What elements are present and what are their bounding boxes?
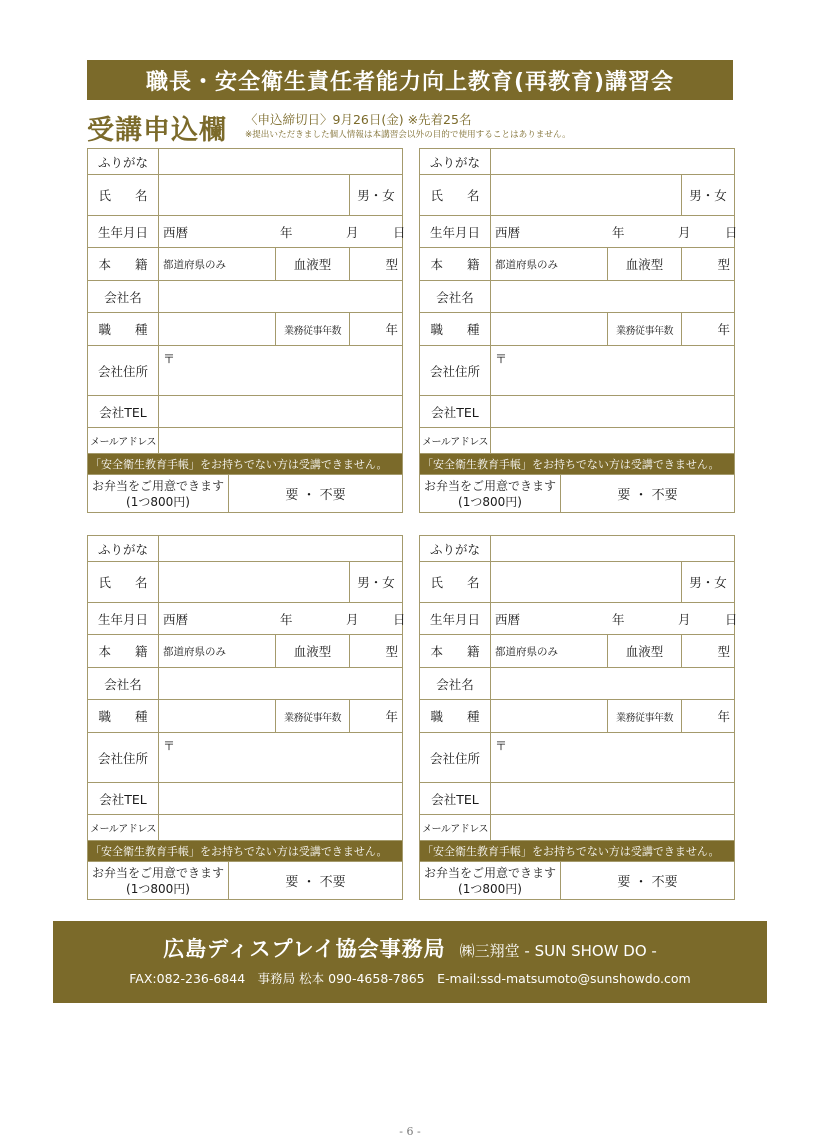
bento-label-line2: (1つ800円) <box>458 881 522 896</box>
birthdate-field[interactable] <box>491 216 738 248</box>
email-field[interactable] <box>159 815 403 841</box>
job-type-field[interactable] <box>491 313 608 346</box>
org-name: 広島ディスプレイ協会事務局 <box>163 937 446 961</box>
company-address-field[interactable] <box>491 346 735 396</box>
furigana-field[interactable] <box>159 536 403 562</box>
name-label: 氏 名 <box>88 562 159 603</box>
furigana-field[interactable] <box>491 536 735 562</box>
years-experience-field[interactable]: 年 <box>350 700 403 733</box>
application-form-2 <box>419 148 738 513</box>
month-label: 月 <box>346 611 359 627</box>
gender-choice[interactable]: 男・女 <box>682 562 735 603</box>
name-field[interactable] <box>491 175 682 216</box>
years-experience-label: 業務従事年数 <box>276 313 350 346</box>
org-sub: ㈱三翔堂 - SUN SHOW DO - <box>459 942 657 960</box>
warning-banner: 「安全衛生教育手帳」をお持ちでない方は受講できません。 <box>420 454 735 475</box>
furigana-label: ふりがな <box>420 149 491 175</box>
bento-label <box>420 862 561 900</box>
job-type-label: 職 種 <box>88 313 159 346</box>
company-tel-field[interactable] <box>159 783 403 815</box>
domicile-label: 本 籍 <box>420 248 491 281</box>
birthdate-label: 生年月日 <box>88 216 159 248</box>
company-name-label: 会社名 <box>420 668 491 700</box>
email-label: メールアドレス <box>88 428 159 454</box>
day-label: 日 <box>393 611 406 627</box>
furigana-field[interactable] <box>491 149 735 175</box>
bento-choice[interactable]: 要 ・ 不要 <box>561 862 735 900</box>
bento-label-line2: (1つ800円) <box>458 494 522 509</box>
name-label: 氏 名 <box>88 175 159 216</box>
domicile-label: 本 籍 <box>420 635 491 668</box>
domicile-label: 本 籍 <box>88 248 159 281</box>
job-type-field[interactable] <box>491 700 608 733</box>
birthdate-label: 生年月日 <box>420 603 491 635</box>
years-experience-label: 業務従事年数 <box>276 700 350 733</box>
bento-label <box>88 475 229 513</box>
bento-label <box>420 475 561 513</box>
company-tel-label: 会社TEL <box>88 783 159 815</box>
years-experience-field[interactable]: 年 <box>682 313 735 346</box>
postal-mark: 〒 <box>163 739 176 753</box>
contact-info: FAX:082-236-6844 事務局 松本 090-4658-7865 E-mail:ssd-matsumoto@sunshowdo.com <box>129 971 691 986</box>
company-tel-field[interactable] <box>491 396 735 428</box>
name-field[interactable] <box>159 175 350 216</box>
furigana-label: ふりがな <box>88 536 159 562</box>
email-label: メールアドレス <box>420 815 491 841</box>
job-type-field[interactable] <box>159 313 276 346</box>
domicile-field[interactable]: 都道府県のみ <box>491 635 608 668</box>
bento-choice[interactable]: 要 ・ 不要 <box>561 475 735 513</box>
domicile-field[interactable]: 都道府県のみ <box>159 248 276 281</box>
blood-type-label: 血液型 <box>276 635 350 668</box>
job-type-label: 職 種 <box>420 700 491 733</box>
years-experience-field[interactable]: 年 <box>682 700 735 733</box>
warning-banner: 「安全衛生教育手帳」をお持ちでない方は受講できません。 <box>88 841 403 862</box>
domicile-label: 本 籍 <box>88 635 159 668</box>
era-label: 西暦 <box>163 224 189 240</box>
section-title: 受講申込欄 <box>87 115 227 146</box>
blood-type-field[interactable]: 型 <box>682 635 735 668</box>
name-label: 氏 名 <box>420 562 491 603</box>
postal-mark: 〒 <box>495 352 508 366</box>
name-field[interactable] <box>491 562 682 603</box>
company-tel-field[interactable] <box>159 396 403 428</box>
year-label: 年 <box>612 224 625 240</box>
deadline-text: 〈申込締切日〉9月26日(金) ※先着25名 <box>245 112 472 127</box>
era-label: 西暦 <box>495 224 521 240</box>
bento-label-line2: (1つ800円) <box>126 881 190 896</box>
month-label: 月 <box>678 224 691 240</box>
birthdate-field[interactable] <box>159 603 406 635</box>
page-number: - 6 - <box>399 1125 421 1138</box>
blood-type-label: 血液型 <box>276 248 350 281</box>
bento-label-line1: お弁当をご用意できます <box>424 478 557 493</box>
bento-label-line1: お弁当をご用意できます <box>92 478 225 493</box>
birthdate-label: 生年月日 <box>88 603 159 635</box>
company-name-label: 会社名 <box>88 281 159 313</box>
company-address-field[interactable] <box>491 733 735 783</box>
day-label: 日 <box>725 611 738 627</box>
page-title: 職長・安全衛生責任者能力向上教育(再教育)講習会 <box>87 60 733 100</box>
email-field[interactable] <box>491 428 735 454</box>
company-tel-field[interactable] <box>491 783 735 815</box>
year-label: 年 <box>612 611 625 627</box>
bento-choice[interactable]: 要 ・ 不要 <box>229 475 403 513</box>
company-address-label: 会社住所 <box>420 346 491 396</box>
birthdate-field[interactable] <box>159 216 406 248</box>
era-label: 西暦 <box>163 611 189 627</box>
gender-choice[interactable]: 男・女 <box>350 175 403 216</box>
blood-type-label: 血液型 <box>608 248 682 281</box>
application-form-4 <box>419 535 738 900</box>
company-tel-label: 会社TEL <box>88 396 159 428</box>
warning-banner: 「安全衛生教育手帳」をお持ちでない方は受講できません。 <box>420 841 735 862</box>
email-field[interactable] <box>491 815 735 841</box>
name-label: 氏 名 <box>420 175 491 216</box>
company-name-field[interactable] <box>491 281 735 313</box>
birthdate-field[interactable] <box>491 603 738 635</box>
blood-type-field[interactable]: 型 <box>682 248 735 281</box>
company-name-field[interactable] <box>159 668 403 700</box>
company-address-label: 会社住所 <box>88 733 159 783</box>
blood-type-field[interactable]: 型 <box>350 248 403 281</box>
footer-banner <box>53 921 767 1003</box>
years-experience-field[interactable]: 年 <box>350 313 403 346</box>
bento-label-line1: お弁当をご用意できます <box>424 865 557 880</box>
job-type-label: 職 種 <box>420 313 491 346</box>
company-name-label: 会社名 <box>88 668 159 700</box>
company-tel-label: 会社TEL <box>420 783 491 815</box>
gender-choice[interactable]: 男・女 <box>350 562 403 603</box>
company-address-label: 会社住所 <box>88 346 159 396</box>
bento-label-line2: (1つ800円) <box>126 494 190 509</box>
blood-type-field[interactable]: 型 <box>350 635 403 668</box>
furigana-field[interactable] <box>159 149 403 175</box>
email-field[interactable] <box>159 428 403 454</box>
month-label: 月 <box>678 611 691 627</box>
domicile-field[interactable]: 都道府県のみ <box>159 635 276 668</box>
company-name-label: 会社名 <box>420 281 491 313</box>
day-label: 日 <box>725 224 738 240</box>
era-label: 西暦 <box>495 611 521 627</box>
privacy-note: ※提出いただきました個人情報は本講習会以外の目的で使用することはありません。 <box>245 130 571 140</box>
application-form-3 <box>87 535 406 900</box>
gender-choice[interactable]: 男・女 <box>682 175 735 216</box>
blood-type-label: 血液型 <box>608 635 682 668</box>
application-form-1 <box>87 148 406 513</box>
month-label: 月 <box>346 224 359 240</box>
postal-mark: 〒 <box>495 739 508 753</box>
company-name-field[interactable] <box>491 668 735 700</box>
bento-label <box>88 862 229 900</box>
year-label: 年 <box>280 224 293 240</box>
job-type-field[interactable] <box>159 700 276 733</box>
company-address-label: 会社住所 <box>420 733 491 783</box>
years-experience-label: 業務従事年数 <box>608 313 682 346</box>
name-field[interactable] <box>159 562 350 603</box>
postal-mark: 〒 <box>163 352 176 366</box>
job-type-label: 職 種 <box>88 700 159 733</box>
year-label: 年 <box>280 611 293 627</box>
bento-choice[interactable]: 要 ・ 不要 <box>229 862 403 900</box>
company-tel-label: 会社TEL <box>420 396 491 428</box>
furigana-label: ふりがな <box>420 536 491 562</box>
footer-org <box>53 933 767 963</box>
day-label: 日 <box>393 224 406 240</box>
company-address-field[interactable] <box>159 733 403 783</box>
company-address-field[interactable] <box>159 346 403 396</box>
email-label: メールアドレス <box>88 815 159 841</box>
domicile-field[interactable]: 都道府県のみ <box>491 248 608 281</box>
furigana-label: ふりがな <box>88 149 159 175</box>
bento-label-line1: お弁当をご用意できます <box>92 865 225 880</box>
email-label: メールアドレス <box>420 428 491 454</box>
years-experience-label: 業務従事年数 <box>608 700 682 733</box>
company-name-field[interactable] <box>159 281 403 313</box>
warning-banner: 「安全衛生教育手帳」をお持ちでない方は受講できません。 <box>88 454 403 475</box>
birthdate-label: 生年月日 <box>420 216 491 248</box>
